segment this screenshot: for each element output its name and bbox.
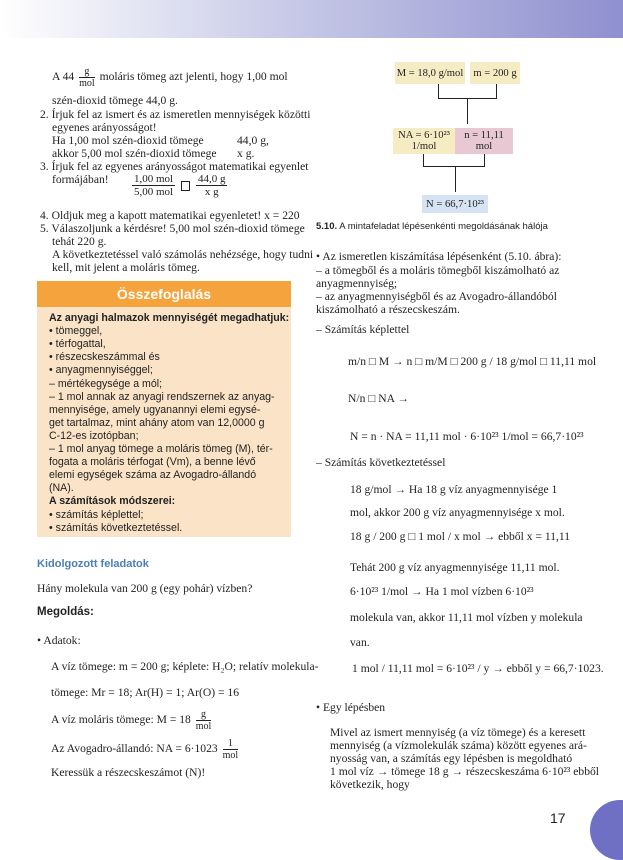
text-line: tehát 220 g. [52,235,107,248]
text-line: nyosság van, a számítás egy lépésben is megoldható [330,752,573,765]
text-line: 2. Írjuk fel az ismert és az ismeretlen mennyiségek közötti [40,108,311,121]
summary-line: A számítások módszerei: [49,495,176,508]
diagram-box-mass: m = 200 g [470,62,520,84]
text-line: Az Avogadro-állandó: NA = 6·1023 $\frac{1}{\text{mol}}$ [51,738,239,761]
formula: N = n · NA = 11,11 mol · 6·10²³ 1/mol = 66,7·10²³ [350,430,584,443]
page-number: 17 [550,810,566,826]
summary-line: fogata a moláris térfogat (Vm), a benne lévő [49,456,256,469]
summary-title: Összefoglalás [37,281,291,307]
text-line: egyenes arányosságot! [52,121,157,134]
text-line: tömege: Mr = 18; Ar(H) = 1; Ar(O) = 16 [51,686,240,699]
text-line: 6·10²³ 1/mol → Ha 1 mol vízben 6·10²³ [350,585,534,598]
text-line: mol, akkor 200 g víz anyagmennyisége x mol. [350,506,565,519]
text-line: – Számítás képlettel [316,323,410,336]
summary-line: elemi egységek száma az Avogadro-állandó [49,469,257,482]
header-band [0,0,623,38]
summary-line: Az anyagi halmazok mennyiségét megadhatjuk: [49,312,290,324]
text-line: molekula van, akkor 11,11 mol vízben y molekula [350,611,583,624]
text-line: 18 g/mol → Ha 18 g víz anyagmennyisége 1 [350,483,558,496]
text-line: mennyiség (a vízmolekulák száma) között egyenes ará- [330,739,587,752]
text-line: – az anyagmennyiségből és az Avogadro-állandóból [316,290,557,303]
formula: 1 mol / 11,11 mol = 6·10²³ / y → ebből y = 66,7·1023. [352,662,604,675]
summary-line: get tartalmaz, mint ahány atom van 12,0000 g [49,416,265,429]
text-line: Ha 1,00 mol szén-dioxid tömege [52,134,204,147]
text-line: • Az ismeretlen kiszámítása lépésenként (5.10. ábra): [316,250,562,263]
text-line: 5. Válaszoljunk a kérdésre! 5,00 mol szén-dioxid tömege [40,222,305,235]
summary-line: – 1 mol annak az anyagi rendszernek az anyag- [49,390,275,403]
figure-caption: 5.10. A mintafeladat lépésenkénti megoldásának hálója [316,221,548,232]
text-line: 3. Írjuk fel az egyenes arányosságot matematikai egyenlet [40,160,309,173]
diagram-box-particles: N = 66,7·10²³ [422,195,488,213]
text-line: – Számítás következtetéssel [316,456,446,469]
question: Hány molekula van 200 g (egy pohár) vízben? [37,582,253,595]
text-line: 44,0 g, [237,134,269,147]
section-heading: Kidolgozott feladatok [37,558,149,570]
diagram-box-amount: n = 11,11 mol [455,128,513,154]
summary-line: • részecskeszámmal és [49,351,160,364]
formula: m/n □ M → n □ m/M □ 200 g / 18 g/mol □ 11,11 mol [348,355,597,368]
equation: $\frac{\text{1,00 mol}}{\text{5,00 mol}}$ $\frac{44,0 g}{\text{x g}}$ [134,173,226,199]
text-line: Tehát 200 g víz anyagmennyisége 11,11 mol. [350,561,560,574]
text-line: anyagmennyiség; [316,277,398,290]
summary-line: (NA). [49,482,74,495]
summary-line: – mértékegysége a mól; [49,377,163,390]
text-line: következik, hogy [330,778,410,791]
summary-line: C-12-es izotópban; [49,429,139,442]
text-line: x g. [237,147,255,160]
summary-line: mennyisége, amely ugyanannyi elemi egysé- [49,403,261,416]
data-label: • Adatok: [37,634,81,647]
text-line: A 44 $\frac{g}{\text{mol}}$ moláris tömeg azt jelenti, hogy 1,00 mol [52,66,288,89]
corner-decoration [590,800,623,860]
summary-line: • tömeggel, [49,325,103,338]
text-line: A víz tömege: m = 200 g; képlete: H₂O; relatív molekula- [51,660,319,673]
text-line: formájában! [52,173,109,186]
text-line: kiszámolható a részecskeszám. [316,303,460,316]
text-line: szén-dioxid tömege 44,0 g. [52,94,178,107]
formula: N/n □ NA → [348,392,409,405]
unit-fraction: $\frac{g}{\text{mol}}$ [79,66,95,89]
summary-line: • térfogattal, [49,338,106,351]
summary-line: • számítás képlettel; [49,508,144,521]
solution-label: Megoldás: [37,606,94,618]
text-line: 4. Oldjuk meg a kapott matematikai egyenletet! x = 220 [40,209,300,222]
text-line: van. [350,636,370,649]
text-line: Keressük a részecskeszámot (N)! [51,766,206,779]
text-line: • Egy lépésben [316,701,386,714]
text-line: Mivel az ismert mennyiség (a víz tömege) és a keresett [330,726,586,739]
text-line: kell, mit jelent a moláris tömeg. [52,261,200,274]
text-line: A víz moláris tömege: M = 18 $\frac{g}{\text{mol}}$ [51,709,212,732]
summary-line: • anyagmennyiséggel; [49,364,153,377]
summary-line: • számítás következtetéssel. [49,521,183,534]
diagram-box-avogadro: NA = 6·10²³ 1/mol [393,128,455,154]
text-line: – a tömegből és a moláris tömegből kiszámolható az [316,264,560,277]
diagram-box-molar-mass: M = 18,0 g/mol [395,62,465,84]
summary-line: – 1 mol anyag tömege a moláris tömeg (M), tér- [49,443,273,455]
text-line: 1 mol víz → tömege 18 g → részecskeszáma 6·10²³ ebből [330,765,600,778]
text-line: akkor 5,00 mol szén-dioxid tömege [52,147,217,160]
text-line: A következtetéssel való számolás nehézsége, hogy tudni [52,248,314,261]
formula: 18 g / 200 g □ 1 mol / x mol → ebből x = 11,11 [350,530,571,543]
